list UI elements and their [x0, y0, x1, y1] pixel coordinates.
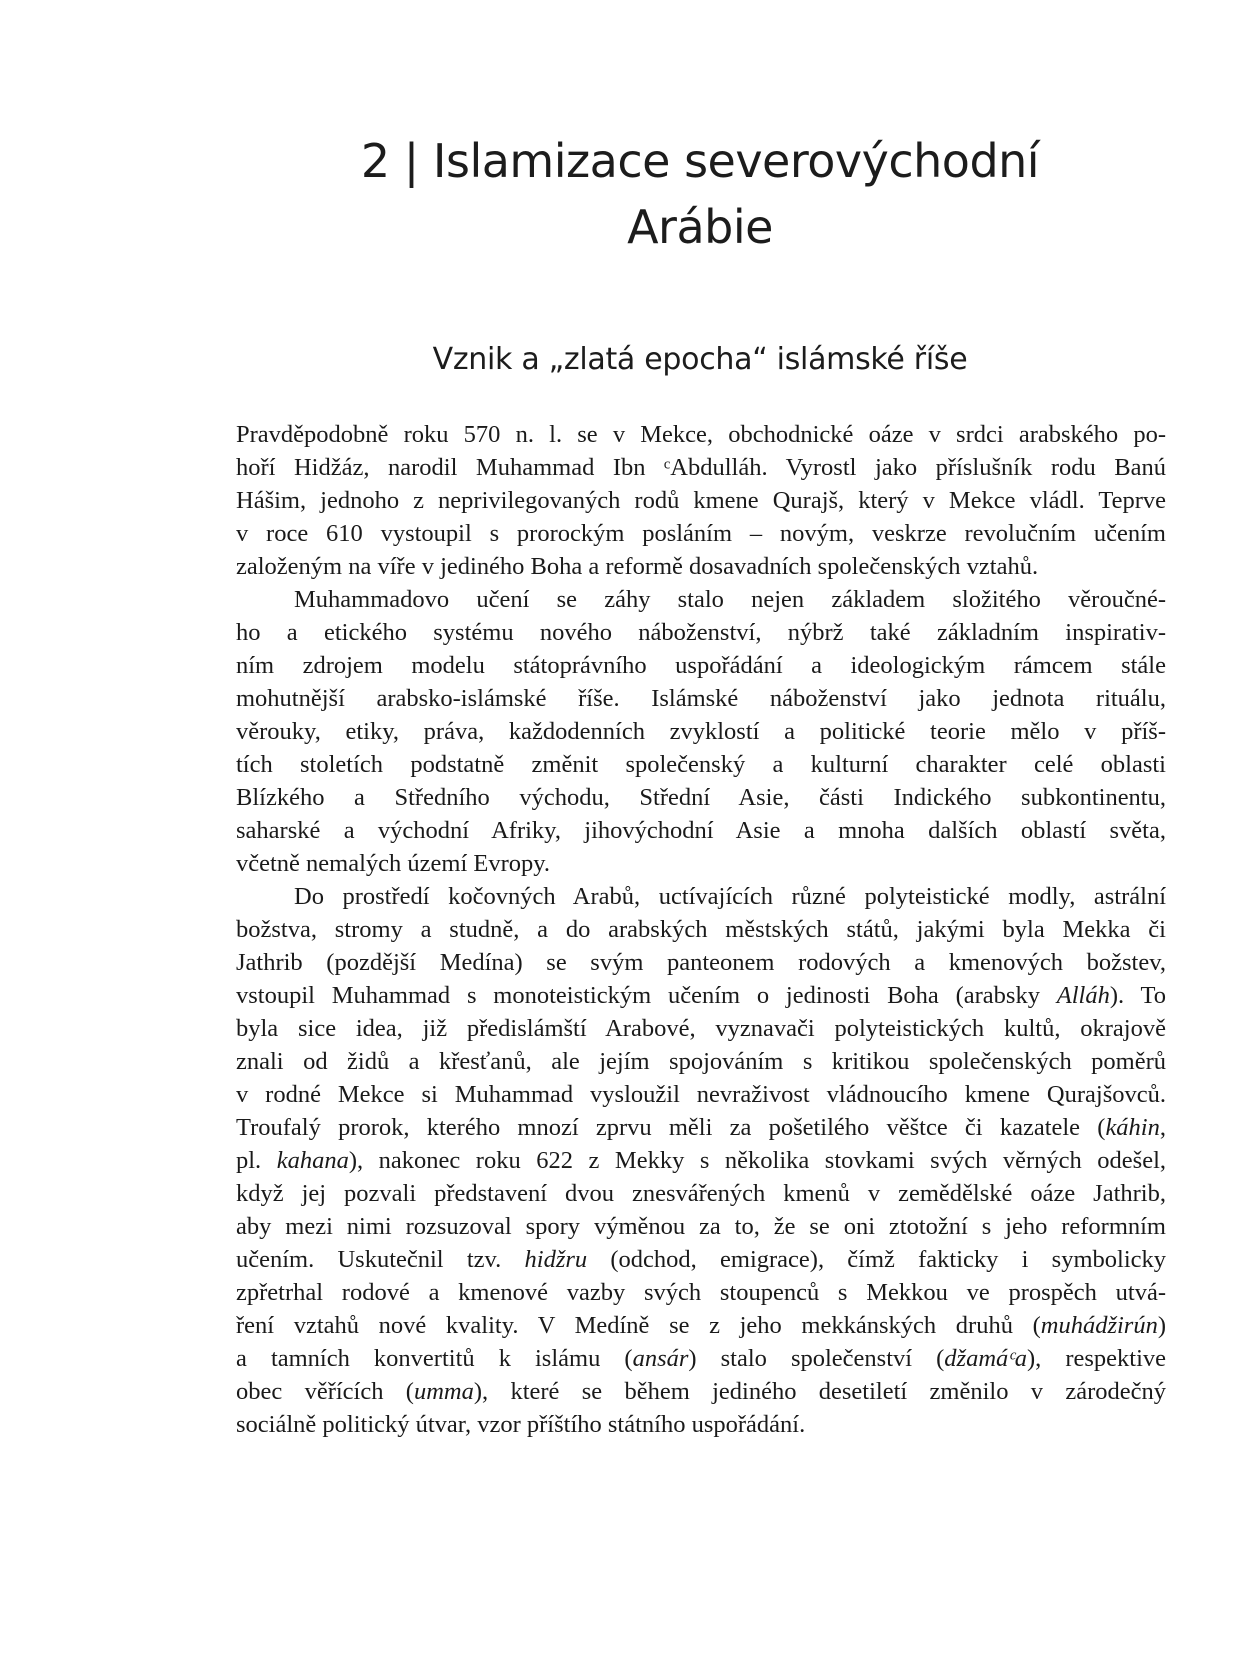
text-line: Blízkého a Středního východu, Střední Asie, části Indického subkontinentu, [236, 784, 1166, 811]
italic-term: kahana [276, 1147, 349, 1174]
text-line: hoří Hidžáz, narodil Muhammad Ibn ᶜAbdulláh. Vyrostl jako příslušník rodu Banú [236, 454, 1166, 481]
italic-term: umma [413, 1378, 474, 1405]
text-line: byla sice idea, již předislámští Arabové, vyznavači polyteistických kultů, okrajově [236, 1015, 1166, 1042]
text-line: Do prostředí kočovných Arabů, uctívajících různé polyteistické modly, astrální [294, 883, 1166, 910]
text-line: pl. kahana), nakonec roku 622 z Mekky s několika stovkami svých věrných odešel, [236, 1147, 1166, 1174]
text-line: Muhammadovo učení se záhy stalo nejen základem složitého věroučné- [294, 586, 1166, 613]
text-line: ho a etického systému nového náboženství, nýbrž také základním inspirativ- [236, 619, 1166, 646]
text-line: zpřetrhal rodové a kmenové vazby svých stoupenců s Mekkou ve prospěch utvá- [236, 1279, 1166, 1306]
text-line: tích stoletích podstatně změnit společenský a kulturní charakter celé oblasti [236, 751, 1166, 778]
text-line: obec věřících (umma), které se během jediného desetiletí změnilo v zárodečný [236, 1378, 1166, 1405]
text-line: saharské a východní Afriky, jihovýchodní Asie a mnoha dalších oblastí světa, [236, 817, 1166, 844]
text-line: aby mezi nimi rozsuzoval spory výměnou za to, že se oni ztotožní s jeho reformním [236, 1213, 1166, 1240]
chapter-title [230, 128, 1170, 260]
italic-term: džamáᶜa [944, 1345, 1027, 1372]
text-line: Jathrib (pozdější Medína) se svým panteonem rodových a kmenových božstev, [236, 949, 1166, 976]
italic-term: hidžru [524, 1246, 588, 1273]
text-line: Troufalý prorok, kterého mnozí zprvu měli za pošetilého věštce či kazatele (káhin, [236, 1114, 1166, 1141]
text-line: když jej pozvali představení dvou znesvářených kmenů v zemědělské oáze Jathrib, [236, 1180, 1166, 1207]
text-line: sociálně politický útvar, vzor příštího státního uspořádání. [236, 1411, 806, 1438]
text-line: v rodné Mekce si Muhammad vysloužil nevraživost vládnoucího kmene Qurajšovců. [236, 1081, 1166, 1108]
chapter-title-line-2: Arábie [627, 200, 773, 254]
text-line: ření vztahů nové kvality. V Medíně se z jeho mekkánských druhů (muhádžirún) [236, 1312, 1166, 1339]
text-line: ním zdrojem modelu státoprávního uspořádání a ideologickým rámcem stále [236, 652, 1166, 679]
text-line: v roce 610 vystoupil s prorockým posláním – novým, veskrze revolučním učením [236, 520, 1166, 547]
text-line: věrouky, etiky, práva, každodenních zvyklostí a politické teorie mělo v příš- [236, 718, 1166, 745]
italic-term: muhádžirún [1040, 1312, 1158, 1339]
text-line: vstoupil Muhammad s monoteistickým učením o jedinosti Boha (arabsky Alláh). To [236, 982, 1166, 1009]
italic-term: Alláh [1056, 982, 1110, 1009]
italic-term: káhin [1105, 1114, 1160, 1141]
section-title: Vznik a „zlatá epocha“ islámské říše [432, 342, 968, 377]
text-line: učením. Uskutečnil tzv. hidžru (odchod, emigrace), čímž fakticky i symbolicky [236, 1246, 1166, 1273]
chapter-title-line-1: 2 | Islamizace severovýchodní [360, 134, 1040, 188]
text-line: včetně nemalých území Evropy. [236, 850, 551, 877]
body-text [236, 418, 1166, 1441]
text-line: Hášim, jednoho z neprivilegovaných rodů kmene Qurajš, který v Mekce vládl. Teprve [236, 487, 1166, 514]
text-line: božstva, stromy a studně, a do arabských městských států, jakými byla Mekka či [236, 916, 1166, 943]
text-line: znali od židů a křesťanů, ale jejím spojováním s kritikou společenských poměrů [236, 1048, 1166, 1075]
italic-term: ansár [632, 1345, 689, 1372]
text-line: založeným na víře v jediného Boha a reformě dosavadních společenských vztahů. [236, 553, 1039, 580]
text-line: mohutnější arabsko-islámské říše. Islámské náboženství jako jednota rituálu, [236, 685, 1166, 712]
text-line: Pravděpodobně roku 570 n. l. se v Mekce, obchodnické oáze v srdci arabského po- [236, 421, 1166, 448]
text-line: a tamních konvertitů k islámu (ansár) stalo společenství (džamáᶜa), respektive [236, 1345, 1166, 1372]
